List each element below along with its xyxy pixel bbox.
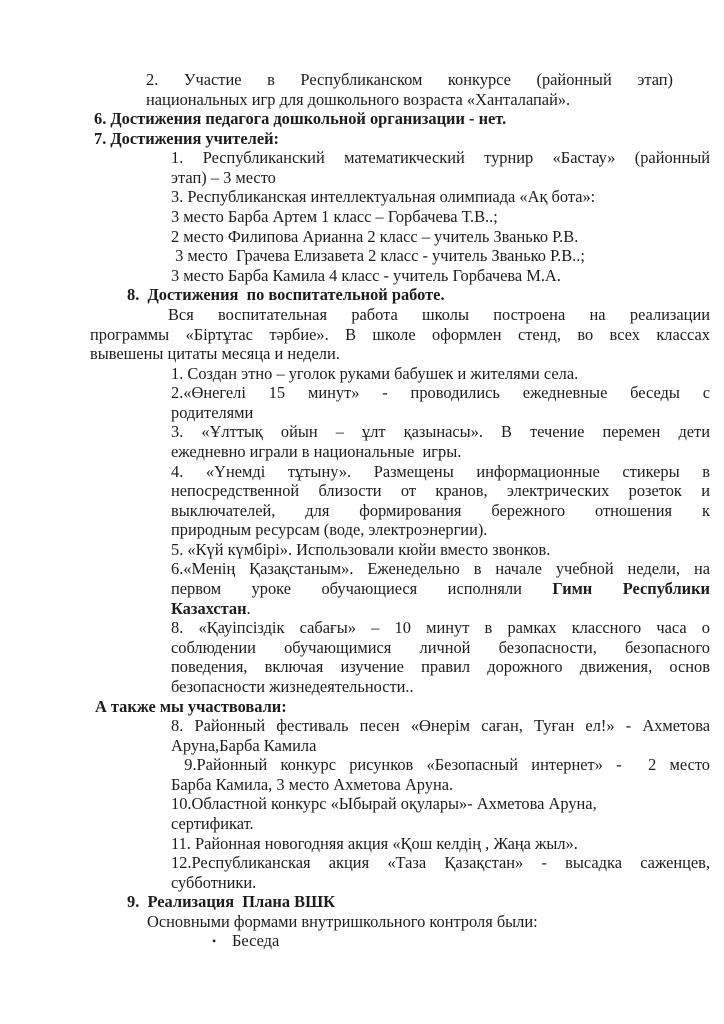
doc-line — [171, 599, 710, 619]
doc-line-text: . — [246, 598, 251, 618]
doc-line-bold-text: Казахстан — [171, 598, 247, 618]
document-text-block — [90, 0, 710, 952]
doc-line: 12.Республиканская акция «Таза Қазақстан» - высадка саженцев, — [171, 853, 710, 873]
heading-also-participated: А также мы участвовали: — [95, 696, 287, 716]
doc-line: субботники. — [171, 872, 257, 892]
doc-line: 3. «Ұлттық ойын – ұлт қазынасы». В течение перемен дети — [171, 422, 710, 442]
doc-line — [171, 579, 710, 599]
section-heading-9: 9. Реализация Плана ВШК — [127, 892, 335, 912]
doc-line: непосредственной близости от кранов, электрических розеток и — [171, 481, 710, 501]
doc-line: 5. «Күй күмбірі». Использовали кюйи вместо звонков. — [171, 539, 551, 559]
bullet-icon: • — [212, 934, 217, 949]
doc-line: 6.«Менің Қазақстаным». Еженедельно в начале учебной недели, на — [171, 559, 710, 579]
doc-line: безопасности жизнедеятельности.. — [171, 676, 414, 696]
doc-line: 4. «Үнемді тұтыну». Размещены информационные стикеры в — [171, 461, 710, 481]
doc-line: 11. Районная новогодняя акция «Қош келдің , Жаңа жыл». — [171, 833, 578, 853]
doc-line: 8. «Қауіпсіздік сабағы» – 10 минут в рамках классного часа о — [171, 618, 710, 638]
doc-line: 10.Областной конкурс «Ыбырай оқулары»- Ахметова Аруна, — [171, 794, 597, 814]
doc-line: 2 место Филипова Арианна 2 класс – учитель Званько Р.В. — [171, 226, 579, 246]
section-heading-7: 7. Достижения учителей: — [94, 128, 280, 148]
doc-line: 1. Создан этно – уголок руками бабушек и жителями села. — [171, 363, 579, 383]
doc-line: природным ресурсам (воде, электроэнергии). — [171, 520, 488, 540]
doc-line: 3 место Грачева Елизавета 2 класс - учитель Званько Р.В..; — [171, 246, 585, 266]
doc-line: 2. Участие в Республиканском конкурсе (районный этап) — [146, 70, 673, 89]
doc-line: 2.«Өнегелі 15 минут» - проводились ежедневные беседы с — [171, 383, 710, 403]
doc-line: 1. Республиканский математикческий турнир «Бастау» (районный — [171, 148, 710, 168]
doc-line: 8. Районный фестиваль песен «Өнерім саған, Туған ел!» - Ахметова — [171, 716, 710, 736]
doc-line: ежедневно играли в национальные игры. — [171, 441, 462, 461]
doc-line: сертификат. — [171, 813, 254, 833]
doc-line: 3 место Барба Артем 1 класс – Горбачева Т.В..; — [171, 207, 498, 227]
doc-line: национальных игр для дошкольного возраста «Ханталапай». — [146, 89, 571, 109]
doc-line: родителями — [171, 402, 254, 422]
section-heading-8: 8. Достижения по воспитательной работе. — [127, 285, 445, 305]
doc-line: поведения, включая изучение правил дорожного движения, основ — [171, 657, 710, 677]
section-heading-6: 6. Достижения педагога дошкольной организации - нет. — [94, 109, 507, 129]
doc-line: вывешены цитаты месяца и недели. — [90, 344, 340, 364]
doc-line: 9.Районный конкурс рисунков «Безопасный интернет» - 2 место — [171, 755, 710, 775]
doc-line: Вся воспитательная работа школы построена на реализации — [168, 304, 710, 324]
doc-line: Барба Камила, 3 место Ахметова Аруна. — [171, 774, 454, 794]
doc-line: 3 место Барба Камила 4 класс - учитель Горбачева М.А. — [171, 265, 561, 285]
doc-line: Основными формами внутришкольного контроля были: — [147, 911, 538, 931]
bullet-list-item — [212, 931, 710, 952]
doc-line: Аруна,Барба Камила — [171, 735, 317, 755]
doc-line: этап) – 3 место — [171, 167, 276, 187]
bullet-item-text: Беседа — [232, 931, 280, 951]
doc-line-bold-text: Гимн Республики — [552, 579, 710, 599]
doc-line: соблюдении обучающимися личной безопасности, безопасного — [171, 637, 710, 657]
doc-line: выключателей, для формирования бережного отношения к — [171, 500, 710, 520]
doc-line: программы «Біртұтас тәрбие». В школе оформлен стенд, во всех классах — [90, 324, 710, 344]
doc-line-text: первом уроке обучающиеся исполняли — [171, 579, 553, 599]
doc-line: 3. Республиканская интеллектуальная олимпиада «Ақ бота»: — [171, 187, 596, 207]
